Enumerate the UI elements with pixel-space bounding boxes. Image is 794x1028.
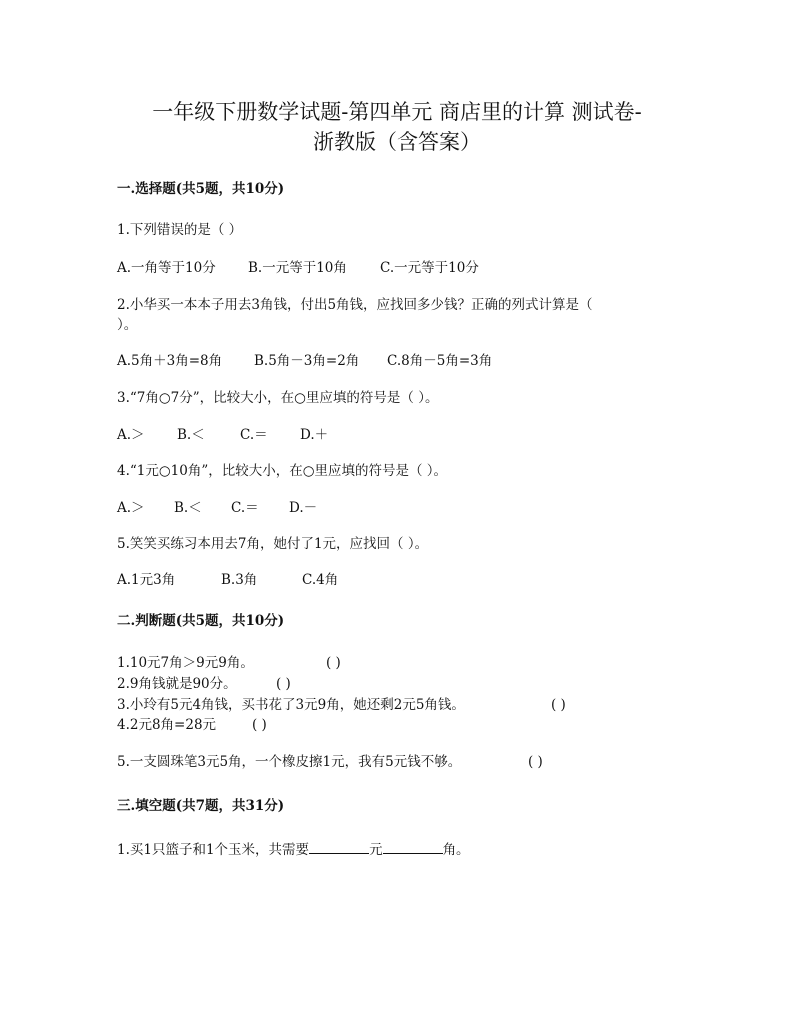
judgement-item-3: 3.小玲有5元4角钱，买书花了3元9角，她还剩2元5角钱。 bbox=[117, 697, 465, 713]
option-1-2-a: A.5角＋3角=8角 bbox=[117, 353, 223, 369]
question-1-3: 3.“7角○7分”，比较大小，在○里应填的符号是（ ）。 bbox=[117, 390, 439, 406]
question-1-4: 4.“1元○10角”，比较大小，在○里应填的符号是（ ）。 bbox=[117, 463, 448, 479]
question-1-1: 1.下列错误的是（ ） bbox=[117, 222, 243, 238]
section-heading-fill-blank: 三.填空题(共7题，共31分) bbox=[117, 798, 285, 814]
option-1-1-c: C.一元等于10分 bbox=[380, 260, 479, 276]
judgement-answer-3: ( ) bbox=[551, 697, 566, 713]
fill-question-1-mid: 元 bbox=[369, 842, 383, 858]
judgement-answer-2: ( ) bbox=[276, 676, 291, 692]
section-heading-choice: 一.选择题(共5题，共10分) bbox=[117, 181, 285, 197]
option-1-5-a: A.1元3角 bbox=[117, 572, 176, 588]
option-1-3-b: B.＜ bbox=[177, 427, 205, 443]
fill-question-1-prefix: 1.买1只篮子和1个玉米，共需要 bbox=[117, 842, 310, 858]
judgement-answer-4: ( ) bbox=[252, 717, 267, 733]
judgement-item-4: 4.2元8角=28元 bbox=[117, 717, 217, 733]
option-1-1-b: B.一元等于10角 bbox=[248, 260, 347, 276]
option-1-3-d: D.＋ bbox=[300, 427, 329, 443]
judgement-answer-1: ( ) bbox=[326, 655, 341, 671]
fill-question-1 bbox=[117, 841, 470, 859]
question-1-5: 5.笑笑买练习本用去7角，她付了1元，应找回（ ）。 bbox=[117, 536, 429, 552]
section-heading-judgement: 二.判断题(共5题，共10分) bbox=[117, 613, 285, 629]
fill-blank-yuan[interactable] bbox=[309, 841, 369, 854]
judgement-answer-5: ( ) bbox=[528, 754, 543, 770]
option-1-4-c: C.＝ bbox=[231, 500, 259, 516]
option-1-2-b: B.5角－3角=2角 bbox=[254, 353, 360, 369]
option-1-2-c: C.8角－5角=3角 bbox=[387, 353, 493, 369]
option-1-1-a: A.一角等于10分 bbox=[117, 260, 216, 276]
option-1-4-a: A.＞ bbox=[117, 500, 145, 516]
judgement-item-2: 2.9角钱就是90分。 bbox=[117, 676, 237, 692]
option-1-4-b: B.＜ bbox=[174, 500, 202, 516]
fill-question-1-suffix: 角。 bbox=[442, 842, 470, 858]
question-1-2-line-1: 2.小华买一本本子用去3角钱，付出5角钱，应找回多少钱？正确的列式计算是（ bbox=[117, 297, 593, 313]
question-1-2-line-2: ）。 bbox=[117, 317, 138, 333]
option-1-5-b: B.3角 bbox=[221, 572, 258, 588]
option-1-5-c: C.4角 bbox=[302, 572, 339, 588]
judgement-item-1: 1.10元7角＞9元9角。 bbox=[117, 655, 254, 671]
page-title-line-2: 浙教版（含答案） bbox=[313, 130, 481, 154]
option-1-4-d: D.－ bbox=[289, 500, 318, 516]
judgement-item-5: 5.一支圆珠笔3元5角，一个橡皮擦1元，我有5元钱不够。 bbox=[117, 754, 462, 770]
option-1-3-a: A.＞ bbox=[117, 427, 145, 443]
option-1-3-c: C.＝ bbox=[240, 427, 268, 443]
page-title-line-1: 一年级下册数学试题-第四单元 商店里的计算 测试卷- bbox=[152, 100, 642, 124]
fill-blank-jiao[interactable] bbox=[383, 841, 443, 854]
